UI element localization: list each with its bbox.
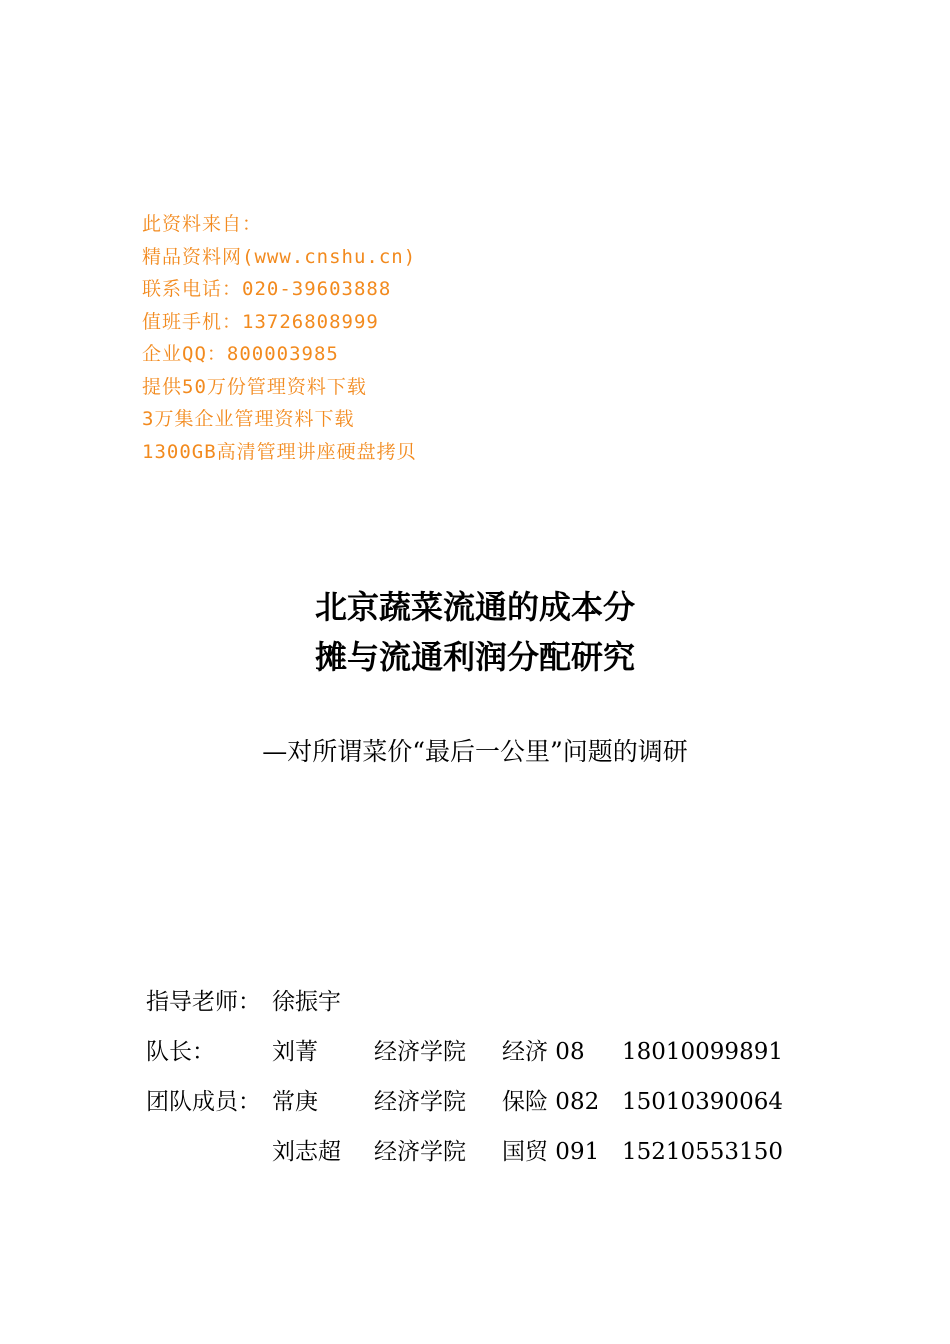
captain-major: 经济 08: [502, 1039, 585, 1065]
advisor-name: 徐振宇: [272, 989, 341, 1015]
member-major: 保险 082: [502, 1089, 600, 1115]
offer-line-3: 1300GB高清管理讲座硬盘拷贝: [142, 440, 417, 463]
captain-label: 队长：: [146, 1039, 215, 1065]
member-school: 经济学院: [374, 1139, 466, 1165]
captain-phone: 18010099891: [622, 1039, 783, 1065]
qq-line: 企业QQ：800003985: [142, 343, 339, 365]
mobile-line: 值班手机：13726808999: [142, 310, 379, 333]
members-label: 团队成员：: [146, 1089, 261, 1115]
offer-line-1: 提供50万份管理资料下载: [142, 375, 367, 398]
captain-school: 经济学院: [374, 1039, 466, 1065]
member-name: 常庚: [272, 1089, 318, 1115]
phone-line: 联系电话：020-39603888: [142, 278, 392, 300]
document-title: [0, 582, 950, 682]
offer-line-2: 3万集企业管理资料下载: [142, 408, 355, 430]
advisor-label: 指导老师：: [146, 989, 261, 1015]
title-line-1: 北京蔬菜流通的成本分: [314, 588, 635, 626]
source-line: 此资料来自：: [142, 213, 263, 235]
source-info-block: [142, 208, 417, 468]
member-school: 经济学院: [374, 1089, 466, 1115]
website-line: 精品资料网(www.cnshu.cn): [142, 245, 417, 268]
document-subtitle: —对所谓菜价“最后一公里”问题的调研: [262, 737, 688, 766]
captain-name: 刘菁: [272, 1039, 318, 1065]
member-phone: 15210553150: [622, 1139, 783, 1165]
member-name: 刘志超: [272, 1139, 341, 1165]
title-line-2: 摊与流通利润分配研究: [314, 638, 635, 676]
member-major: 国贸 091: [502, 1139, 600, 1165]
member-phone: 15010390064: [622, 1089, 783, 1115]
